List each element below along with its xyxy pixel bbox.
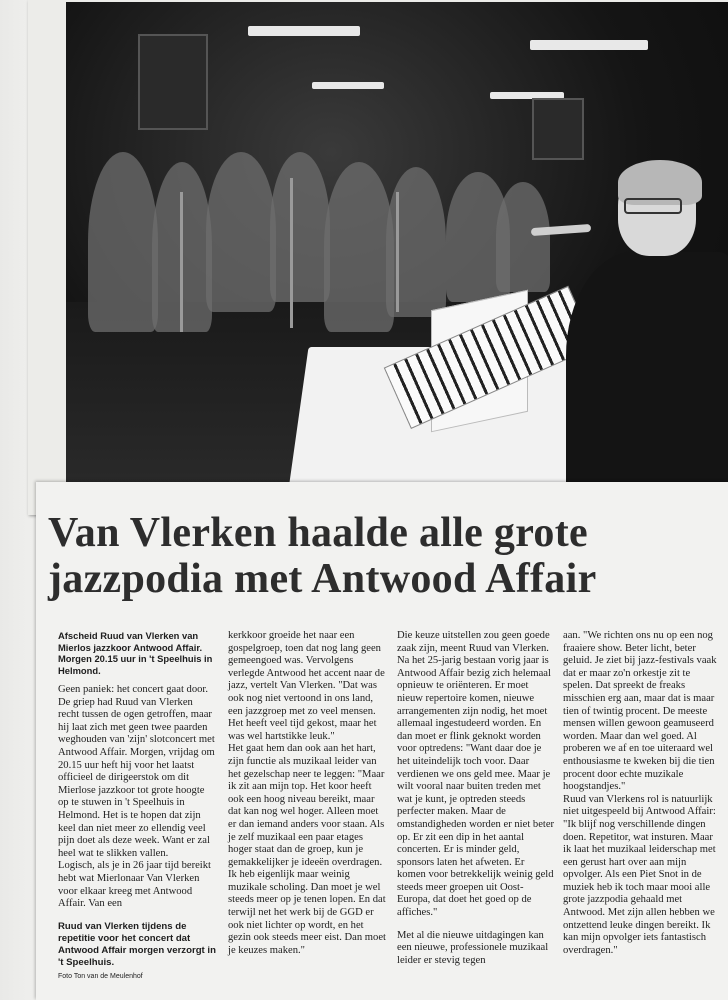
choir-singer xyxy=(324,162,394,332)
paragraph: Het gaat hem dan ook aan het hart, zijn functie als muzikaal leider van het gezelschap neer te leggen: "Maar ik zit aan mijn top. Het koor heeft ook een hoog niveau bereikt, maar dat kan nog wel hoger. Alleen moet er dan iemand anders voor staan. Als je zelf muzikaal een paar etages hoger staat dan de groep, kun je gemakkelijker je ideeën overdragen. Ik heb eigenlijk maar weinig muzikale scholing. Dan moet je wel steeds meer op je tenen lopen. En dat terwijl net het werk bij de GGD er ook niet lichter op wordt, en het gezin ook steeds meer eist. Dan moet je keuzes maken." xyxy=(228,743,386,956)
pianist-body xyxy=(566,252,728,502)
paragraph: Ruud van Vlerkens rol is natuurlijk niet uitgespeeld bij Antwood Affair: "Ik blijf nog verschillende dingen doen. Repetitor, wat insturen. Maar ik laat het muzikaal leiderschap met een gerust hart over aan mijn opvolger. Als een Piet Snot in de muziek heb ik toch maar mooi alle grote jazzpodia gehaald met Antwood. Met zijn allen hebben we ontzettend leuke dingen bereikt. Ik kan mijn opvolger iets fantastisch overdragen." xyxy=(563,793,716,956)
concert-photo xyxy=(66,2,728,502)
choir-singer xyxy=(496,182,550,292)
speaker-box xyxy=(138,34,208,130)
choir-singer xyxy=(88,152,158,332)
speaker-box xyxy=(532,98,584,160)
paragraph: kerkkoor groeide het naar een gospelgroep, toen dat nog lang geen gemeengoed was. Vervolgens verlegde Antwood het accent naar de jazz, vertelt Van Vlerken. "Dat was ook nog niet vertoond in ons land, een jazzgroep met zo veel mensen. Het heeft veel tijd gekost, maar het was wel hartstikke leuk." xyxy=(228,630,385,742)
article-column-1 xyxy=(58,630,216,983)
paragraph: Met al die nieuwe uitdagingen kan een nieuwe, professionele muzikaal leider er stevig tegen xyxy=(397,929,549,966)
intro-caption: Afscheid Ruud van Vlerken van Mierlos jazzkoor Antwood Affair. Morgen 20.15 uur in 't Speelhuis in Helmond. xyxy=(58,630,213,676)
paragraph: aan. "We richten ons nu op een nog fraaiere show. Beter licht, beter geluid. Je ziet bij jazz-festivals vaak dat er maar zo'n orkestje zit te spelen. Dat spreekt de freaks misschien erg aan, maar dat is maar tien of twintig procent. De meeste mensen willen gewoon geamuseerd worden. Maar dan wel goed. Al proberen we af en toe uiteraard wel enthousiasme te kweken bij die tien procent door echte muzikale hoogstandjes." xyxy=(563,630,717,793)
article-column-4 xyxy=(563,630,721,957)
article-column-3 xyxy=(397,630,555,967)
article-headline xyxy=(48,510,720,602)
ceiling-light xyxy=(248,26,360,36)
photo-credit: Foto Ton van de Meulenhof xyxy=(58,972,143,980)
choir-singer xyxy=(270,152,330,302)
paragraph: Logisch, als je in 26 jaar tijd bereikt hebt wat Mierlonaar Van Vlerken voor elkaar kreeg met Antwood Affair. Van een xyxy=(58,860,211,910)
headline-line-1: Van Vlerken haalde alle grote xyxy=(48,510,588,556)
glasses xyxy=(624,198,682,214)
ceiling-light xyxy=(530,40,648,50)
choir-singer xyxy=(206,152,276,312)
choir-singer xyxy=(386,167,446,317)
headline-line-2: jazzpodia met Antwood Affair xyxy=(48,556,597,602)
ceiling-light xyxy=(312,82,384,89)
paragraph: Geen paniek: het concert gaat door. De griep had Ruud van Vlerken recht tussen de ogen getroffen, maar hij laat zich met geen twee paarden weghouden van 'zijn' slotconcert met Antwood Affair. Morgen, vrijdag om 20.15 uur heft hij voor het laatst officieel de dirigeerstok om dit Mierlose jazzkoor tot grote hoogte op te stuwen in 't Speelhuis in Helmond. Het is te hopen dat zijn keel dan niet meer zo ellendig veel pijn doet als deze week. Want er zal heel wat te slikken vallen. xyxy=(58,684,215,859)
photo-caption: Ruud van Vlerken tijdens de repetitie voor het concert dat Antwood Affair morgen verzorgt in 't Speelhuis. xyxy=(58,920,216,968)
mic-stand xyxy=(180,192,183,332)
mic-stand xyxy=(290,178,293,328)
mic-stand xyxy=(396,192,399,312)
article-column-2 xyxy=(228,630,386,957)
paragraph: Die keuze uitstellen zou geen goede zaak zijn, meent Ruud van Vlerken. Na het 25-jarig bestaan vorig jaar is Antwood Affair bezig zich helemaal opnieuw te oriënteren. Er moet nieuw repertoire komen, nieuwe arrangementen zijn nodig, het moet allemaal ingestudeerd worden. En dan moet er flink geknokt worden voor optredens: "Want daar doe je het uiteindelijk toch voor. Daar verdienen we ons geld mee. Maar je wilt vooral naar buiten treden met wat je kunt, je optreden steeds perfecter maken. Maar de omstandigheden worden er niet beter op. Er zit een dip in het aantal concerten. Er is minder geld, sponsors laten het afweten. Er komen voor betrekkelijk weinig geld steeds meer groepen uit Oost-Europa, dat doet het goed op de affiches." xyxy=(397,630,555,919)
